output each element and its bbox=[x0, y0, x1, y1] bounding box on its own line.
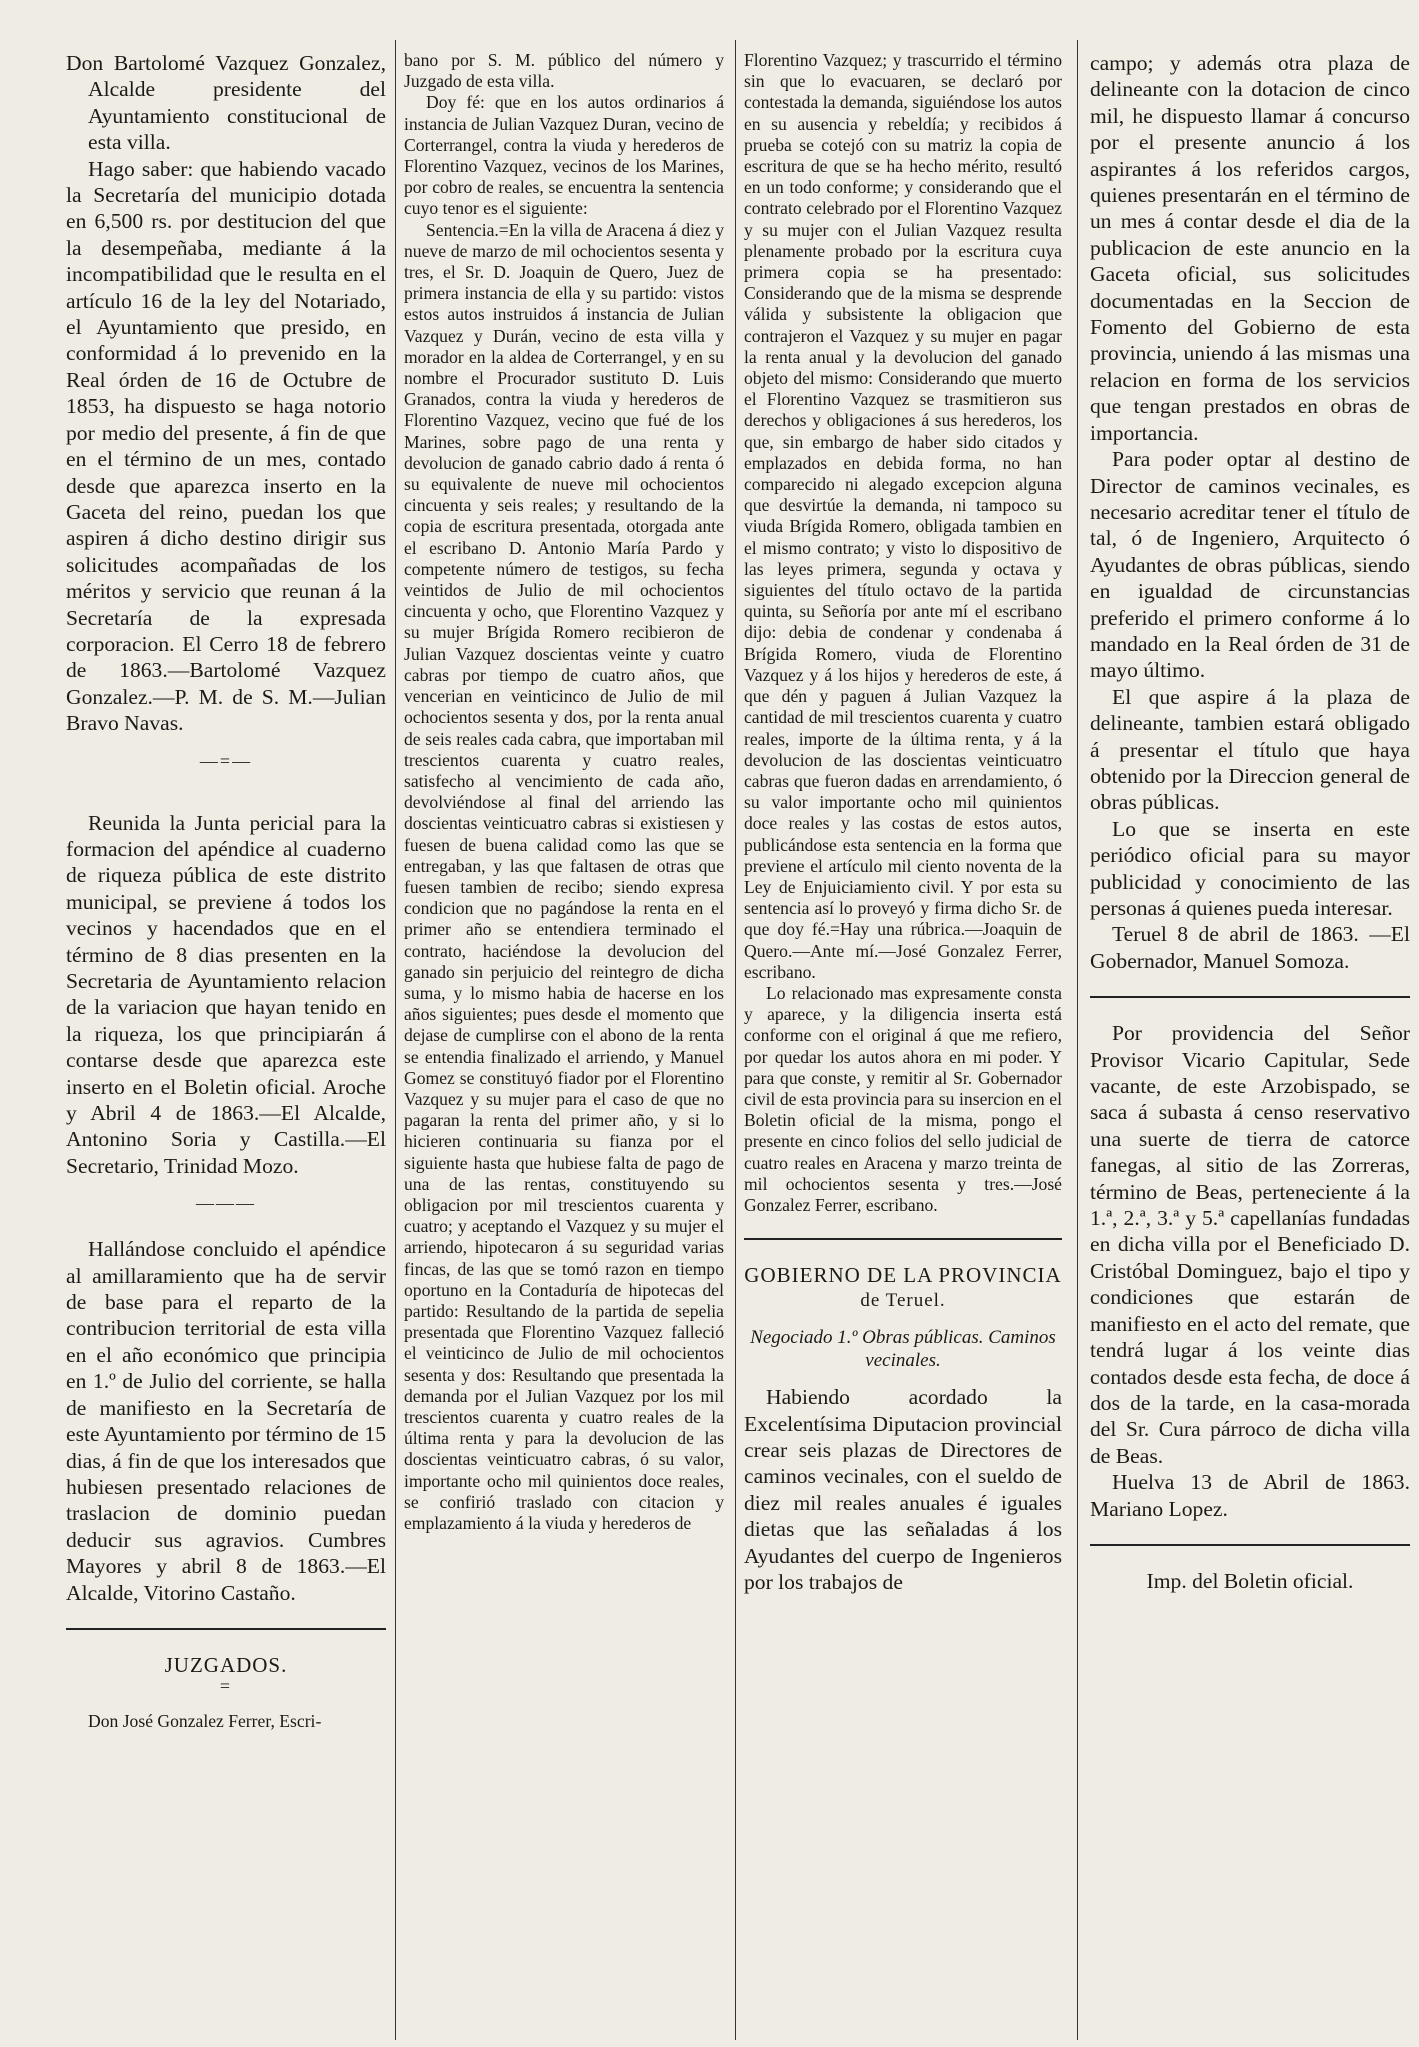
notice-body: Hago saber: que habiendo vacado la Secretaría del municipio dotada en 6,500 rs. por destitucion del que la desempeñaba, mediante á la incompatibilidad que le resulta en el artículo 16 de la ley del Notariado, el Ayuntamiento que presido, en conformidad á lo prevenido en la Real órden de 16 de Octubre de 1853, ha dispuesto se haga notorio por medio del presente, á fin de que en el término de un mes, contado desde que aparezca inserto en la Gaceta del reino, puedan los que aspiren á dicho destino dirigir sus solicitudes acompañadas de los méritos y servicio que reunan á la Secretaría de la expresada corporacion. El Cerro 18 de febrero de 1863.—Bartolomé Vazquez Gonzalez.—P. M. de S. M.—Julian Bravo Navas. bbox=[66, 156, 386, 736]
divider bbox=[66, 1628, 386, 1630]
notice-body: Lo que se inserta en este periódico oficial para su mayor publicidad y conocimiento de las personas á quienes pueda interesar. bbox=[1090, 816, 1410, 920]
column-rule bbox=[735, 40, 736, 2040]
notice-body: Por providencia del Señor Provisor Vicario Capitular, Sede vacante, de este Arzobispado, se saca á subasta á censo reservativo una suerte de tierra de catorce fanegas, al sitio de las Zorreras, término de Beas, perteneciente á la 1.ª, 2.ª, 3.ª y 5.ª capellanías fundadas en dicha villa por el Beneficiado D. Cristóbal Dominguez, bajo el tipo y condiciones que estarán de manifiesto en el acto del remate, que tendrá lugar á los veinte dias contados desde esta fecha, de doce á dos de la tarde, en la casa-morada del Sr. Cura párroco de dicha villa de Beas. bbox=[1090, 1021, 1410, 1468]
separator: ——— bbox=[196, 1193, 256, 1214]
signature-line: Teruel 8 de abril de 1863. —El Gobernador, Manuel Somoza. bbox=[1090, 922, 1410, 973]
notice-header: Don Bartolomé Vazquez Gonzalez, Alcalde presidente del Ayuntamiento constitucional de esta villa. bbox=[66, 51, 386, 155]
column-3 bbox=[744, 50, 1062, 2040]
separator: = bbox=[219, 1675, 233, 1696]
section-heading: JUZGADOS. bbox=[164, 1652, 288, 1677]
column-2 bbox=[404, 50, 724, 2040]
notice-body: Para poder optar al destino de Director de caminos vecinales, es necesario acreditar tener el título de tal, ó de Ingeniero, Arquitecto ó Ayudantes de obras públicas, siendo en igualdad de circunstancias preferido el primero conforme á lo mandado en la Real órden de 31 de mayo último. bbox=[1090, 447, 1410, 683]
divider bbox=[1090, 1544, 1410, 1546]
notice-body: campo; y además otra plaza de delineante con la dotacion de cinco mil, he dispuesto llamar á concurso por el presente anuncio á los aspirantes á los referidos cargos, quienes presentarán en el término de un mes á contar desde el dia de la publicacion de este anuncio en la Gaceta oficial, sus solicitudes documentadas en la Seccion de Fomento del Gobierno de esta provincia, uniendo á las mismas una relacion en forma de los servicios que tengan prestados en obras de importancia. bbox=[1090, 51, 1410, 445]
signature-line: Huelva 13 de Abril de 1863. Mariano Lopez. bbox=[1090, 1470, 1410, 1521]
column-rule bbox=[1077, 40, 1078, 2040]
column-rule bbox=[395, 40, 396, 2040]
section-subheading: de Teruel. bbox=[860, 1290, 946, 1312]
notice-body: Don José Gonzalez Ferrer, Escri- bbox=[88, 1710, 322, 1731]
divider bbox=[744, 1238, 1062, 1240]
column-1 bbox=[66, 50, 386, 2040]
section-heading: GOBIERNO DE LA PROVINCIA bbox=[744, 1263, 1062, 1288]
notice-body: El que aspire á la plaza de delineante, tambien estará obligado á presentar el título que haya obtenido por la Direccion general de obras públicas. bbox=[1090, 684, 1410, 815]
notice-body: Reunida la Junta pericial para la formacion del apéndice al cuaderno de riqueza pública de este distrito municipal, se previene á todos los vecinos y hacendados que en el término de 8 dias presenten en la Secretaria de Ayuntamiento relacion de la variacion que hayan tenido en la riqueza, los que principiarán á contarse desde que aparezca este inserto en el Boletin oficial. Aroche y Abril 4 de 1863.—El Alcalde, Antonino Soria y Castilla.—El Secretario, Trinidad Mozo. bbox=[66, 810, 386, 1178]
notice-body: Lo relacionado mas expresamente consta y aparece, y la diligencia inserta está conforme con el original á que me refiero, por quedar los autos ahora en mi poder. Y para que conste, y remitir al Sr. Gobernador civil de esta provincia para su insercion en el Boletin oficial de la misma, pongo el presente en cinco folios del sello judicial de cuatro reales en Aracena y marzo treinta de mil ochocientos sesenta y tres.—José Gonzalez Ferrer, escribano. bbox=[744, 982, 1062, 1215]
notice-body: Hallándose concluido el apéndice al amillaramiento que ha de servir de base para el reparto de la contribucion territorial de esta villa en el año económico que principia en 1.º de Julio del corriente, se halla de manifiesto en la Secretaría de este Ayuntamiento por término de 15 dias, á fin de que los interesados que hubiesen presentado relaciones de traslacion de dominio puedan deducir sus agravios. Cumbres Mayores y abril 8 de 1863.—El Alcalde, Vitorino Castaño. bbox=[66, 1237, 386, 1605]
sentence-text: Florentino Vazquez; y trascurrido el término sin que lo evacuaren, se declaró por contestada la demanda, siguiéndose los autos en su ausencia y rebeldía; y recibidos á prueba se cotejó con su matriz la copia de escritura de que se ha hecho mérito, resultó en un todo conforme; y considerando que el contrato celebrado por el Florentino Vazquez y su mujer con el Julian Vazquez resulta plenamente probado por la escritura cuya primera copia se ha presentado: Considerando que de la misma se desprende válida y subsistente la obligacion que contrajeron el Vazquez y su mujer en pagar la renta anual y la devolucion del ganado objeto del mismo: Considerando que muerto el Florentino Vazquez se trasmitieron sus derechos y obligaciones á sus herederos, los que, sin embargo de haber sido citados y emplazados en debida forma, no han comparecido ni alegado excepcion alguna que desvirtúe la demanda, ni tampoco su viuda Brígida Romero, obligada tambien en el mismo contrato; y visto lo dispositivo de las leyes primera, segunda y octava y siguientes del título octavo de la partida quinta, su Señoría por ante mí el escribano dijo: debia de condenar y condenaba á Brígida Romero, viuda de Florentino Vazquez y á los hijos y herederos de este, á que dén y paguen á Julian Vazquez la cantidad de mil trescientos cuarenta y cuatro reales, importe de la última renta, y á la devolucion de las doscientas veinticuatro cabras que fueron dadas en arrendamiento, ó su valor importante ocho mil quinientos doce reales y las costas de estos autos, publicándose esta sentencia en la forma que previene el artículo mil ciento noventa de la Ley de Enjuiciamiento civil. Y por esta su sentencia así lo proveyó y firma dicho Sr. de que doy fé.=Hay una rúbrica.—Joaquin de Quero.—Ante mí.—José Gonzalez Ferrer, escribano. bbox=[744, 50, 1062, 982]
sentence-text: Sentencia.=En la villa de Aracena á diez y nueve de marzo de mil ochocientos sesenta y tres, el Sr. D. Joaquin de Quero, Juez de primera instancia de ella y su partido: vistos estos autos instruidos á instancia de Julian Vazquez y Durán, vecino de esta villa y morador en la aldea de Corterrangel, y en su nombre el Procurador sustituto D. Luis Granados, contra la viuda y herederos de Florentino Vazquez, vecino que fué de los Marines, sobre pago de una renta y devolucion de ganado cabrio dado á renta ó su equivalente de nueve mil ochocientos cincuenta y seis reales; y resultando de la copia de escritura presentada, otorgada ante el escribano D. Antonio María Pardo y competente número de testigos, su fecha veintidos de Julio de mil ochocientos cincuenta y ocho, que Florentino Vazquez y su mujer Brígida Romero recibieron de Julian Vazquez doscientas veinte y cuatro cabras por tiempo de cuatro años, que vencerian en veinticinco de Julio de mil ochocientos sesenta y dos, por la renta anual de seis reales cada cabra, que importaban mil trescientos cuarenta y cuatro reales, satisfecho al vencimiento de cada año, devolviéndose al final del arriendo las doscientas veinticuatro cabras si existiesen y fuesen de buena calidad como las que se entregaban, y las que faltasen de otras que fuesen tambien de recibo; siendo expresa condicion que no pagándose la renta en el primer año se entendiera terminado el contrato, haciéndose la devolucion del ganado sin perjuicio del reintegro de dicha suma, y lo mismo habia de hacerse en los años siguientes; pues desde el momento que dejase de cumplirse con el abono de la renta se entendia finalizado el arriendo, y Manuel Gomez se constituyó fiador por el Florentino Vazquez y su mujer para el caso de que no pagaran la renta del primer año, y si lo hicieren continuaria su fianza por el siguiente hasta que hubiese falta de pago de una de las rentas, constituyendo su obligacion por mil trescientos cuarenta y cuatro; y aceptando el Vazquez y su mujer el arriendo, hipotecaron á su seguridad varias fincas, de las que se tomó razon en tiempo oportuno en la Contaduría de hipotecas del partido: Resultando de la partida de sepelia presentada que Florentino Vazquez falleció el veinticinco de Julio de mil ochocientos sesenta y dos: Resultando que presentada la demanda por el Julian Vazquez por los mil trescientos cuarenta y cuatro reales de la última renta y para la devolucion de las doscientas veinticuatro cabras, ó su valor, importante ocho mil quinientos doce reales, se confirió traslado con citacion y emplazamiento á la viuda y herederos de bbox=[404, 219, 724, 1534]
column-4 bbox=[1090, 50, 1410, 2040]
divider bbox=[1090, 996, 1410, 998]
separator: —=— bbox=[199, 750, 253, 771]
notice-body: Doy fé: que en los autos ordinarios á instancia de Julian Vazquez Duran, vecino de Corterrangel, contra la viuda y herederos de Florentino Vazquez, vecinos de los Marines, por cobro de reales, se encuentra la sentencia cuyo tenor es el siguiente: bbox=[404, 92, 724, 219]
notice-body: Habiendo acordado la Excelentísima Diputacion provincial crear seis plazas de Directores de caminos vecinales, con el sueldo de diez mil reales anuales é iguales dietas que las señaladas á los Ayudantes del cuerpo de Ingenieros por los trabajos de bbox=[744, 1385, 1062, 1595]
printer-footer: Imp. del Boletin oficial. bbox=[1146, 1568, 1354, 1593]
notice-body: bano por S. M. público del número y Juzgado de esta villa. bbox=[404, 50, 724, 92]
negociado-title: Negociado 1.º Obras públicas. Caminos vecinales. bbox=[750, 1327, 1056, 1372]
